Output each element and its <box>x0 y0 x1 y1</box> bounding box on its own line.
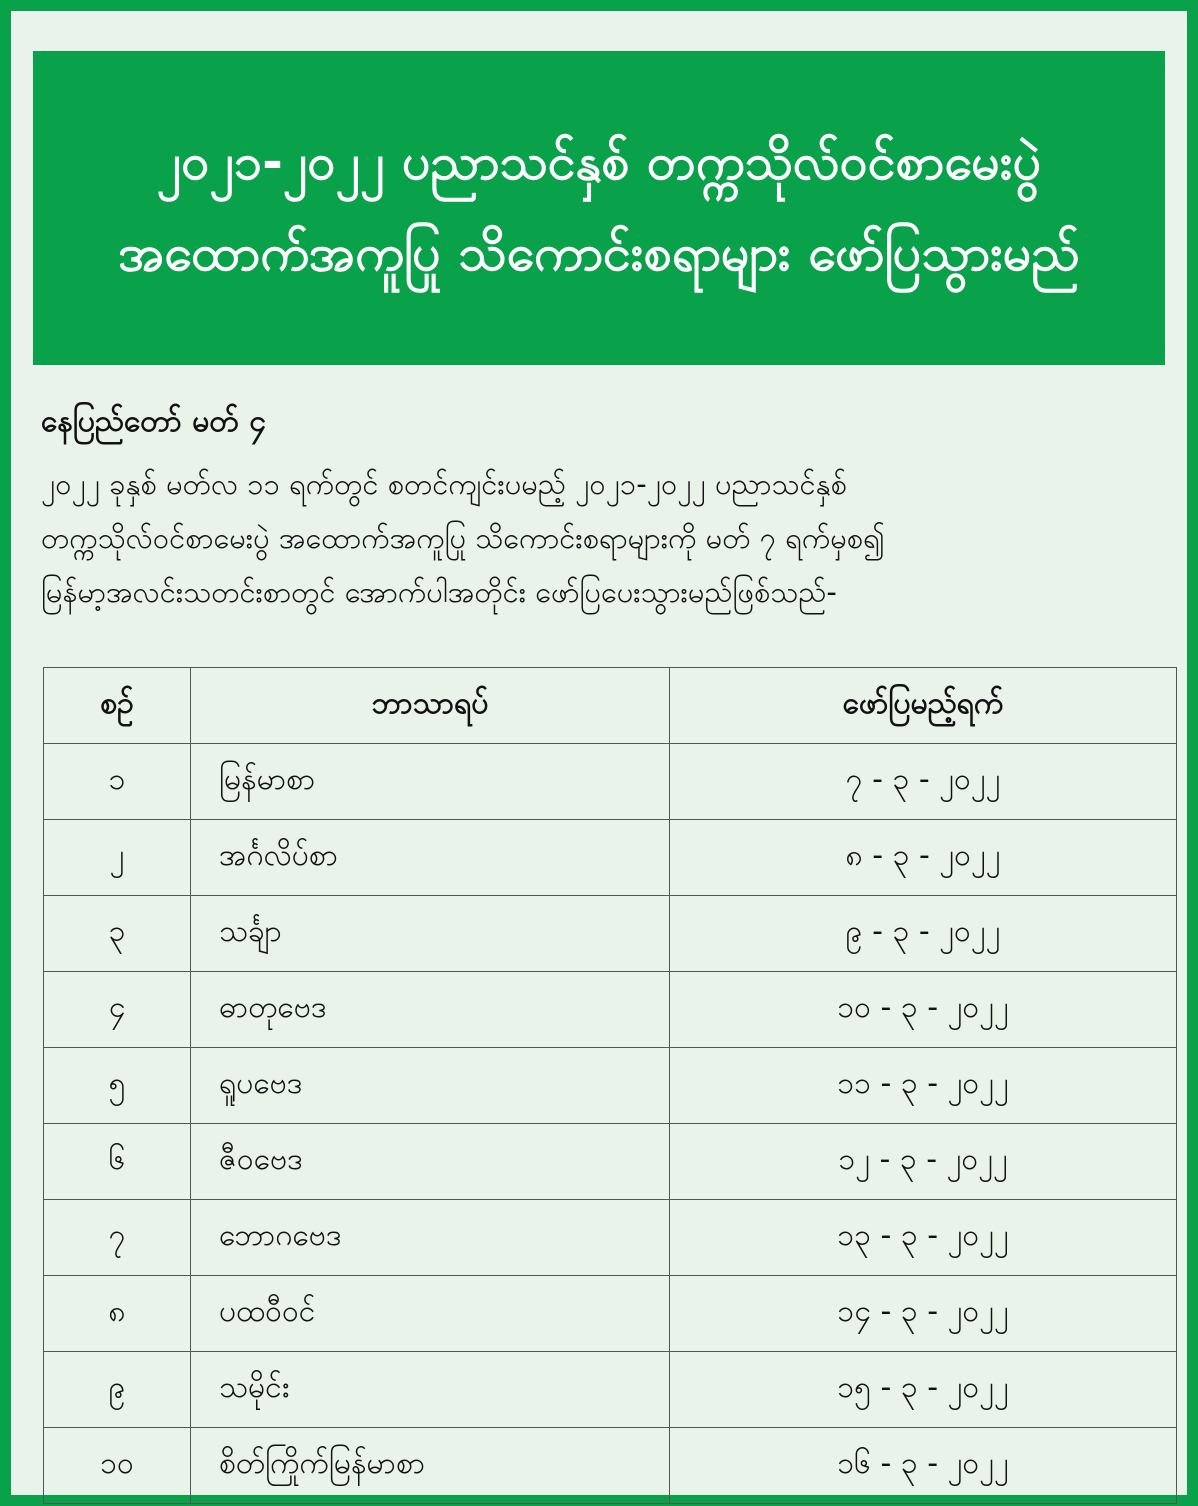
table-row <box>44 1048 1177 1124</box>
row-subject: အင်္ဂလိပ်စာ <box>191 820 670 896</box>
row-subject: သင်္ချာ <box>191 896 670 972</box>
table-row <box>44 744 1177 820</box>
row-subject: ဓာတုဗေဒ <box>191 972 670 1048</box>
row-date: ၁၆ - ၃ - ၂၀၂၂ <box>670 1428 1177 1504</box>
table-row <box>44 1352 1177 1428</box>
table-row <box>44 972 1177 1048</box>
row-subject: စိတ်ကြိုက်မြန်မာစာ <box>191 1428 670 1504</box>
body-line: မြန်မာ့အလင်းသတင်းစာတွင် အောက်ပါအတိုင်း ဖော်ပြပေးသွားမည်ဖြစ်သည်- <box>41 575 837 609</box>
row-number: ၉ <box>44 1352 191 1428</box>
row-subject: ဇီဝဗေဒ <box>191 1124 670 1200</box>
table-row <box>44 1276 1177 1352</box>
headline-line-2: အထောက်အကူပြု သိကောင်းစရာများ ဖော်ပြသွားမည် <box>118 224 1080 282</box>
row-date: ၇ - ၃ - ၂၀၂၂ <box>670 744 1177 820</box>
table-row <box>44 1200 1177 1276</box>
table-row <box>44 896 1177 972</box>
row-number: ၆ <box>44 1124 191 1200</box>
row-date: ၁၀ - ၃ - ၂၀၂၂ <box>670 972 1177 1048</box>
row-subject: မြန်မာစာ <box>191 744 670 820</box>
row-number: ၅ <box>44 1048 191 1124</box>
row-number: ၇ <box>44 1200 191 1276</box>
row-number: ၁၀ <box>44 1428 191 1504</box>
body-line: တက္ကသိုလ်ဝင်စာမေးပွဲ အထောက်အကူပြု သိကောင်းစရာများကို မတ် ၇ ရက်မှစ၍ <box>41 521 885 555</box>
row-date: ၉ - ၃ - ၂၀၂၂ <box>670 896 1177 972</box>
body-paragraph <box>41 457 1177 619</box>
row-date: ၁၁ - ၃ - ၂၀၂၂ <box>670 1048 1177 1124</box>
row-date: ၁၄ - ၃ - ၂၀၂၂ <box>670 1276 1177 1352</box>
table-body <box>44 744 1177 1504</box>
row-subject: ရူပဗေဒ <box>191 1048 670 1124</box>
table-row <box>44 820 1177 896</box>
row-number: ၃ <box>44 896 191 972</box>
dateline: နေပြည်တော် မတ် ၄ <box>41 404 266 439</box>
headline-banner <box>33 51 1165 365</box>
row-subject: သမိုင်း <box>191 1352 670 1428</box>
row-date: ၁၂ - ၃ - ၂၀၂၂ <box>670 1124 1177 1200</box>
table-row <box>44 1124 1177 1200</box>
row-date: ၁၅ - ၃ - ၂၀၂၂ <box>670 1352 1177 1428</box>
row-number: ၂ <box>44 820 191 896</box>
body-line: ၂၀၂၂ ခုနှစ် မတ်လ ၁၁ ရက်တွင် စတင်ကျင်းပမည့် ၂၀၂၁-၂၀၂၂ ပညာသင်နှစ် <box>41 467 847 501</box>
row-date: ၈ - ၃ - ၂၀၂၂ <box>670 820 1177 896</box>
table-row <box>44 1428 1177 1504</box>
row-number: ၈ <box>44 1276 191 1352</box>
row-number: ၁ <box>44 744 191 820</box>
header-subject: ဘာသာရပ် <box>191 668 670 744</box>
header-no: စဉ် <box>44 668 191 744</box>
schedule-table <box>43 667 1177 1504</box>
table-header-row <box>44 668 1177 744</box>
row-subject: ဘောဂဗေဒ <box>191 1200 670 1276</box>
row-subject: ပထဝီဝင် <box>191 1276 670 1352</box>
header-date: ဖော်ပြမည့်ရက် <box>670 668 1177 744</box>
headline-line-1: ၂၀၂၁-၂၀၂၂ ပညာသင်နှစ် တက္ကသိုလ်ဝင်စာမေးပွဲ <box>156 132 1042 191</box>
row-date: ၁၃ - ၃ - ၂၀၂၂ <box>670 1200 1177 1276</box>
row-number: ၄ <box>44 972 191 1048</box>
